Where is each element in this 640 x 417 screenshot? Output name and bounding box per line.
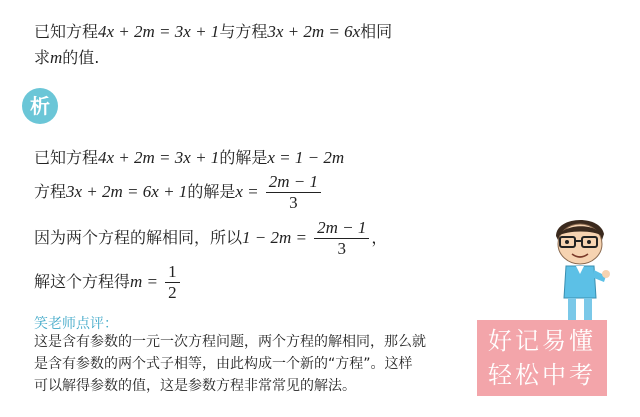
- problem-text-a: 已知方程: [34, 22, 99, 41]
- step1-solution: x = 1 − 2m: [267, 148, 345, 167]
- problem-line-1: [34, 22, 392, 42]
- comment-line-3: 可以解得参数的值，这是参数方程非常常见的解法。: [34, 378, 356, 394]
- slogan-stamp: [477, 320, 607, 396]
- problem-variable-m: m: [50, 48, 63, 67]
- step2-text-b: 的解是: [187, 182, 236, 201]
- comment-line-2: 是含有参数的两个式子相等，由此构成一个新的“方程”。这样: [34, 356, 413, 372]
- step1-equation: 4x + 2m = 3x + 1: [98, 148, 220, 167]
- step4-numerator: 1: [165, 263, 180, 283]
- solution-step-2: [34, 172, 323, 212]
- teacher-illustration: [548, 210, 612, 328]
- slogan-line-2: 轻松中考: [488, 361, 596, 389]
- analysis-badge: 析: [22, 88, 58, 124]
- step1-text-b: 的解是: [219, 148, 268, 167]
- problem-text-c: 相同: [360, 22, 393, 41]
- step2-denominator: 3: [289, 193, 298, 212]
- solution-step-4: [34, 262, 182, 302]
- step3-comma: ，: [371, 228, 388, 247]
- step4-lhs: m =: [130, 272, 159, 291]
- solution-step-3: [34, 218, 387, 258]
- problem-equation-2: 3x + 2m = 6x: [267, 22, 361, 41]
- step3-text-a: 因为两个方程的解相同，所以: [34, 228, 243, 247]
- step3-denominator: 3: [337, 239, 346, 258]
- step3-numerator: 2m − 1: [314, 219, 369, 239]
- comment-title: 笑老师点评：: [34, 316, 118, 332]
- step1-text-a: 已知方程: [34, 148, 99, 167]
- slogan-line-1: 好记易懂: [488, 327, 596, 355]
- problem-text-e: 的值.: [62, 48, 100, 67]
- step2-equation: 3x + 2m = 6x + 1: [66, 182, 188, 201]
- problem-equation-1: 4x + 2m = 3x + 1: [98, 22, 220, 41]
- step4-denominator: 2: [168, 283, 177, 302]
- step3-lhs: 1 − 2m =: [242, 228, 307, 247]
- problem-text-b: 与方程: [219, 22, 268, 41]
- step2-fraction: [266, 173, 321, 212]
- problem-line-2: [34, 48, 99, 68]
- comment-line-1: 这是含有参数的一元一次方程问题，两个方程的解相同，那么就: [34, 334, 426, 350]
- step2-solution-lhs: x =: [235, 182, 259, 201]
- problem-text-d: 求: [34, 48, 51, 67]
- step4-text-a: 解这个方程得: [34, 272, 131, 291]
- step3-fraction: [314, 219, 369, 258]
- step2-text-a: 方程: [34, 182, 67, 201]
- step4-fraction: [165, 263, 180, 302]
- solution-step-1: [34, 148, 344, 168]
- step2-numerator: 2m − 1: [266, 173, 321, 193]
